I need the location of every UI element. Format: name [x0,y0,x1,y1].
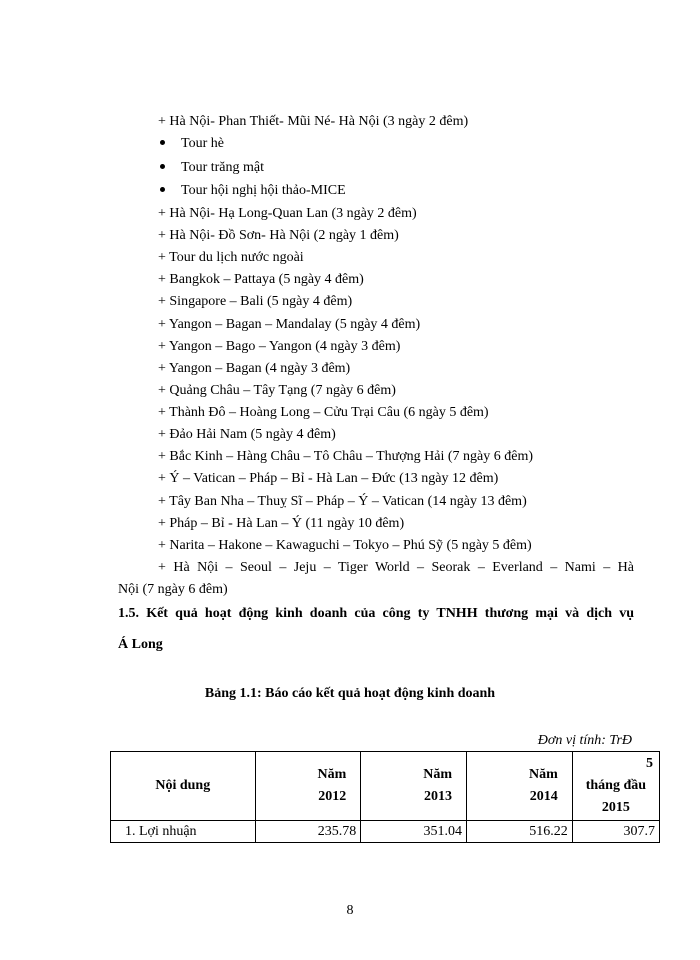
tour-line: + Tây Ban Nha – Thuỵ Sĩ – Pháp – Ý – Vatican (14 ngày 13 đêm) [158,494,527,509]
bullet-item [158,157,264,179]
header-2012-year: 2012 [318,789,347,804]
table-title: Bảng 1.1: Báo cáo kết quả hoạt động kinh doanh [204,686,496,701]
tour-line: + Ý – Vatican – Pháp – Bỉ - Hà Lan – Đức (13 ngày 12 đêm) [158,471,499,486]
tour-line-wrapped: + Hà Nội – Seoul – Jeju – Tiger World – Seorak – Everland – Nami – Hà [158,560,634,575]
row-label: 1. Lợi nhuận [111,821,256,843]
tour-line: + Tour du lịch nước ngoài [158,250,304,265]
tour-line: + Yangon – Bagan (4 ngày 3 đêm) [158,361,351,376]
header-2013 [361,752,467,821]
table-header-row [111,752,660,821]
table-row [111,821,660,843]
bullet-text: Tour trăng mật [181,160,264,175]
section-heading-line1: 1.5. Kết quả hoạt động kinh doanh của công ty TNHH thương mại và dịch vụ [118,606,634,621]
bullet-text: Tour hè [181,136,224,151]
tour-line: + Thành Đô – Hoàng Long – Cửu Trại Câu (6 ngày 5 đêm) [158,405,489,420]
tour-line: + Narita – Hakone – Kawaguchi – Tokyo – Phú Sỹ (5 ngày 5 đêm) [158,538,532,553]
header-2014 [467,752,573,821]
header-2014-year: 2014 [529,789,558,804]
bullet-item [158,133,224,155]
tour-line: + Hà Nội- Đồ Sơn- Hà Nội (2 ngày 1 đêm) [158,228,399,243]
page-number: 8 [346,903,354,918]
bullet-icon [160,140,165,145]
tour-line: + Bangkok – Pattaya (5 ngày 4 đêm) [158,272,364,287]
bullet-text: Tour hội nghị hội thảo-MICE [181,183,346,198]
section-heading [118,601,634,658]
header-2014-label: Năm [528,767,558,782]
unit-note: Đơn vị tính: TrĐ [537,733,632,748]
header-content-label: Nội dung [155,778,211,793]
tour-line: + Yangon – Bagan – Mandalay (5 ngày 4 đêm) [158,317,421,332]
cell-2015: 307.7 [572,821,659,843]
section-heading-line2: Á Long [118,637,163,652]
header-2013-year: 2013 [424,789,453,804]
tour-line: + Hà Nội- Hạ Long-Quan Lan (3 ngày 2 đêm) [158,206,417,221]
tour-line: + Hà Nội- Phan Thiết- Mũi Né- Hà Nội (3 ngày 2 đêm) [158,114,469,129]
header-2015 [572,752,659,821]
cell-2013: 351.04 [361,821,467,843]
bullet-item [158,180,346,202]
tour-line-continuation: Nội (7 ngày 6 đêm) [118,582,228,597]
header-2012 [255,752,361,821]
cell-2014: 516.22 [467,821,573,843]
cell-2012: 235.78 [255,821,361,843]
bullet-icon [160,187,165,192]
tour-line: + Đảo Hải Nam (5 ngày 4 đêm) [158,427,336,442]
header-2015-year: 2015 [601,800,630,815]
tour-line: + Pháp – Bỉ - Hà Lan – Ý (11 ngày 10 đêm) [158,516,405,531]
header-2013-label: Năm [423,767,453,782]
header-2015-label: tháng đầu [585,778,647,793]
header-content [111,752,256,821]
tour-line: + Bắc Kinh – Hàng Châu – Tô Châu – Thượng Hải (7 ngày 6 đêm) [158,449,534,464]
bullet-icon [160,164,165,169]
business-results-table [110,751,660,843]
tour-line: + Singapore – Bali (5 ngày 4 đêm) [158,294,353,309]
tour-line: + Yangon – Bago – Yangon (4 ngày 3 đêm) [158,339,401,354]
header-2015-count: 5 [646,756,653,771]
header-2012-label: Năm [317,767,347,782]
tour-line: + Quảng Châu – Tây Tạng (7 ngày 6 đêm) [158,383,396,398]
